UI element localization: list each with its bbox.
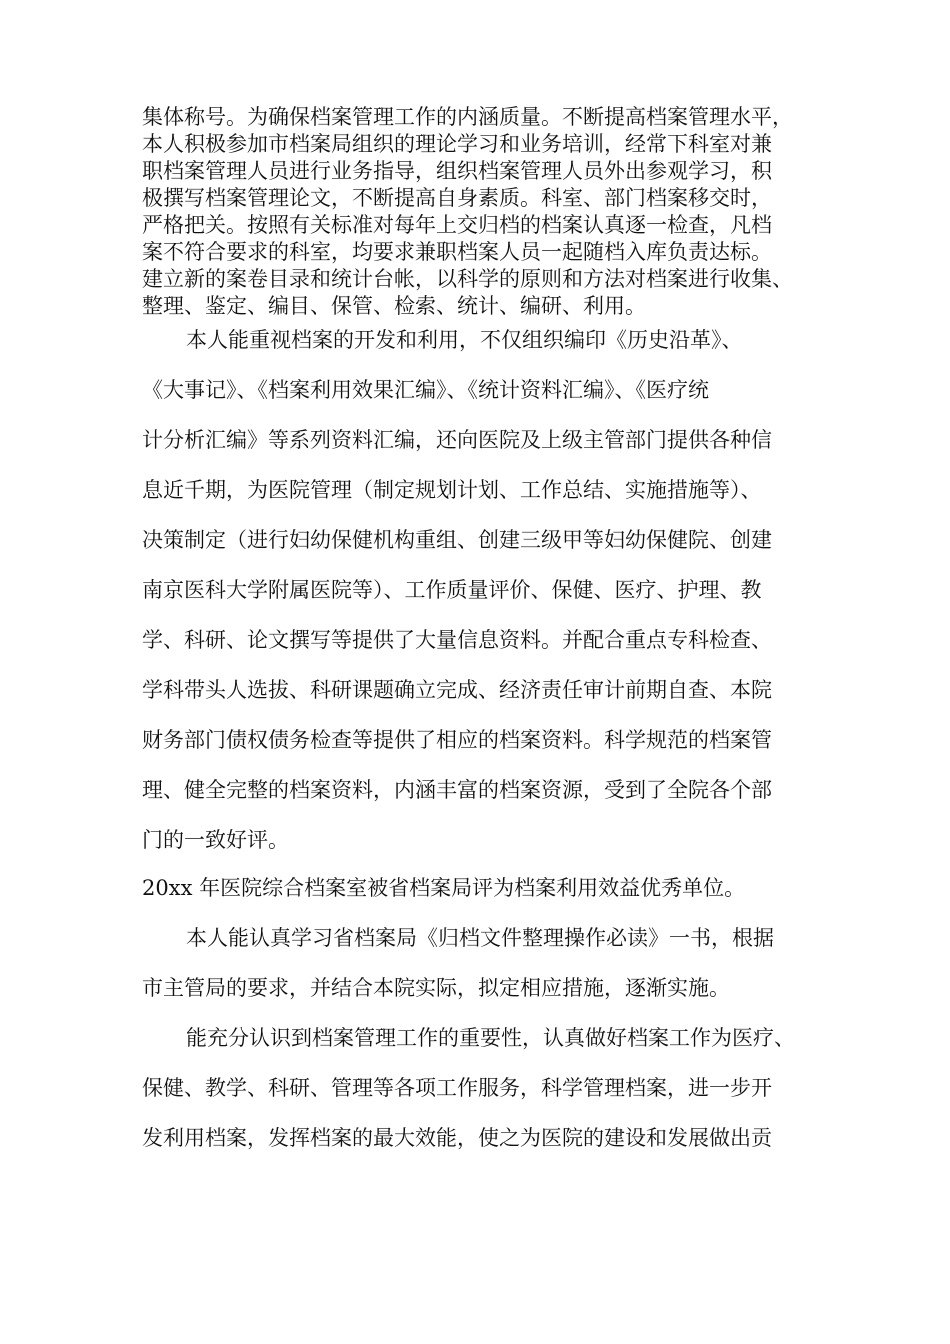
paragraph-1-line: 整理、鉴定、编目、保管、检索、统计、编研、利用。 bbox=[142, 294, 646, 318]
paragraph-1-line: 极撰写档案管理论文，不断提高自身素质。科室、部门档案移交时， bbox=[142, 186, 772, 210]
paragraph-2 bbox=[142, 315, 832, 865]
paragraph-1-line: 职档案管理人员进行业务指导，组织档案管理人员外出参观学习，积 bbox=[142, 159, 772, 183]
paragraph-1 bbox=[142, 104, 832, 320]
paragraph-1-line: 案不符合要求的科室，均要求兼职档案人员一起随档入库负责达标。 bbox=[142, 240, 772, 264]
paragraph-3 bbox=[142, 863, 832, 913]
paragraph-2-line: 理、健全完整的档案资料，内涵丰富的档案资源，受到了全院各个部 bbox=[142, 778, 772, 802]
paragraph-5-line: 发利用档案，发挥档案的最大效能，使之为医院的建设和发展做出贡 bbox=[142, 1126, 772, 1150]
paragraph-4-line: 市主管局的要求，并结合本院实际，拟定相应措施，逐渐实施。 bbox=[142, 976, 730, 1000]
paragraph-2-line: 本人能重视档案的开发和利用，不仅组织编印《历史沿革》、 bbox=[186, 328, 743, 352]
paragraph-2-line: 门的一致好评。 bbox=[142, 828, 289, 852]
paragraph-1-line: 严格把关。按照有关标准对每年上交归档的档案认真逐一检查，凡档 bbox=[142, 213, 772, 237]
paragraph-2-line: 学科带头人选拔、科研课题确立完成、经济责任审计前期自查、本院 bbox=[142, 678, 772, 702]
paragraph-2-line: 《大事记》、《档案利用效果汇编》、《统计资料汇编》、《医疗统 bbox=[142, 378, 709, 402]
paragraph-5-line: 保健、教学、科研、管理等各项工作服务，科学管理档案，进一步开 bbox=[142, 1076, 772, 1100]
paragraph-2-line: 决策制定（进行妇幼保健机构重组、创建三级甲等妇幼保健院、创建 bbox=[142, 528, 772, 552]
paragraph-1-line: 本人积极参加市档案局组织的理论学习和业务培训，经常下科室对兼 bbox=[142, 132, 772, 156]
paragraph-3-line: 20xx 年医院综合档案室被省档案局评为档案利用效益优秀单位。 bbox=[142, 876, 746, 900]
paragraph-4-line: 本人能认真学习省档案局《归档文件整理操作必读》一书，根据 bbox=[186, 926, 774, 950]
paragraph-2-line: 计分析汇编》等系列资料汇编，还向医院及上级主管部门提供各种信 bbox=[142, 428, 772, 452]
paragraph-5 bbox=[142, 1013, 832, 1163]
paragraph-5-line: 能充分认识到档案管理工作的重要性，认真做好档案工作为医疗、 bbox=[186, 1026, 795, 1050]
paragraph-1-line: 建立新的案卷目录和统计台帐，以科学的原则和方法对档案进行收集、 bbox=[142, 267, 793, 291]
paragraph-2-line: 南京医科大学附属医院等）、工作质量评价、保健、医疗、护理、教 bbox=[142, 578, 762, 602]
paragraph-4 bbox=[142, 913, 832, 1013]
paragraph-1-line: 集体称号。为确保档案管理工作的内涵质量。不断提高档案管理水平， bbox=[142, 105, 793, 129]
paragraph-2-line: 财务部门债权债务检查等提供了相应的档案资料。科学规范的档案管 bbox=[142, 728, 772, 752]
paragraph-2-line: 息近千期，为医院管理（制定规划计划、工作总结、实施措施等）、 bbox=[142, 478, 762, 502]
paragraph-2-line: 学、科研、论文撰写等提供了大量信息资料。并配合重点专科检查、 bbox=[142, 628, 772, 652]
